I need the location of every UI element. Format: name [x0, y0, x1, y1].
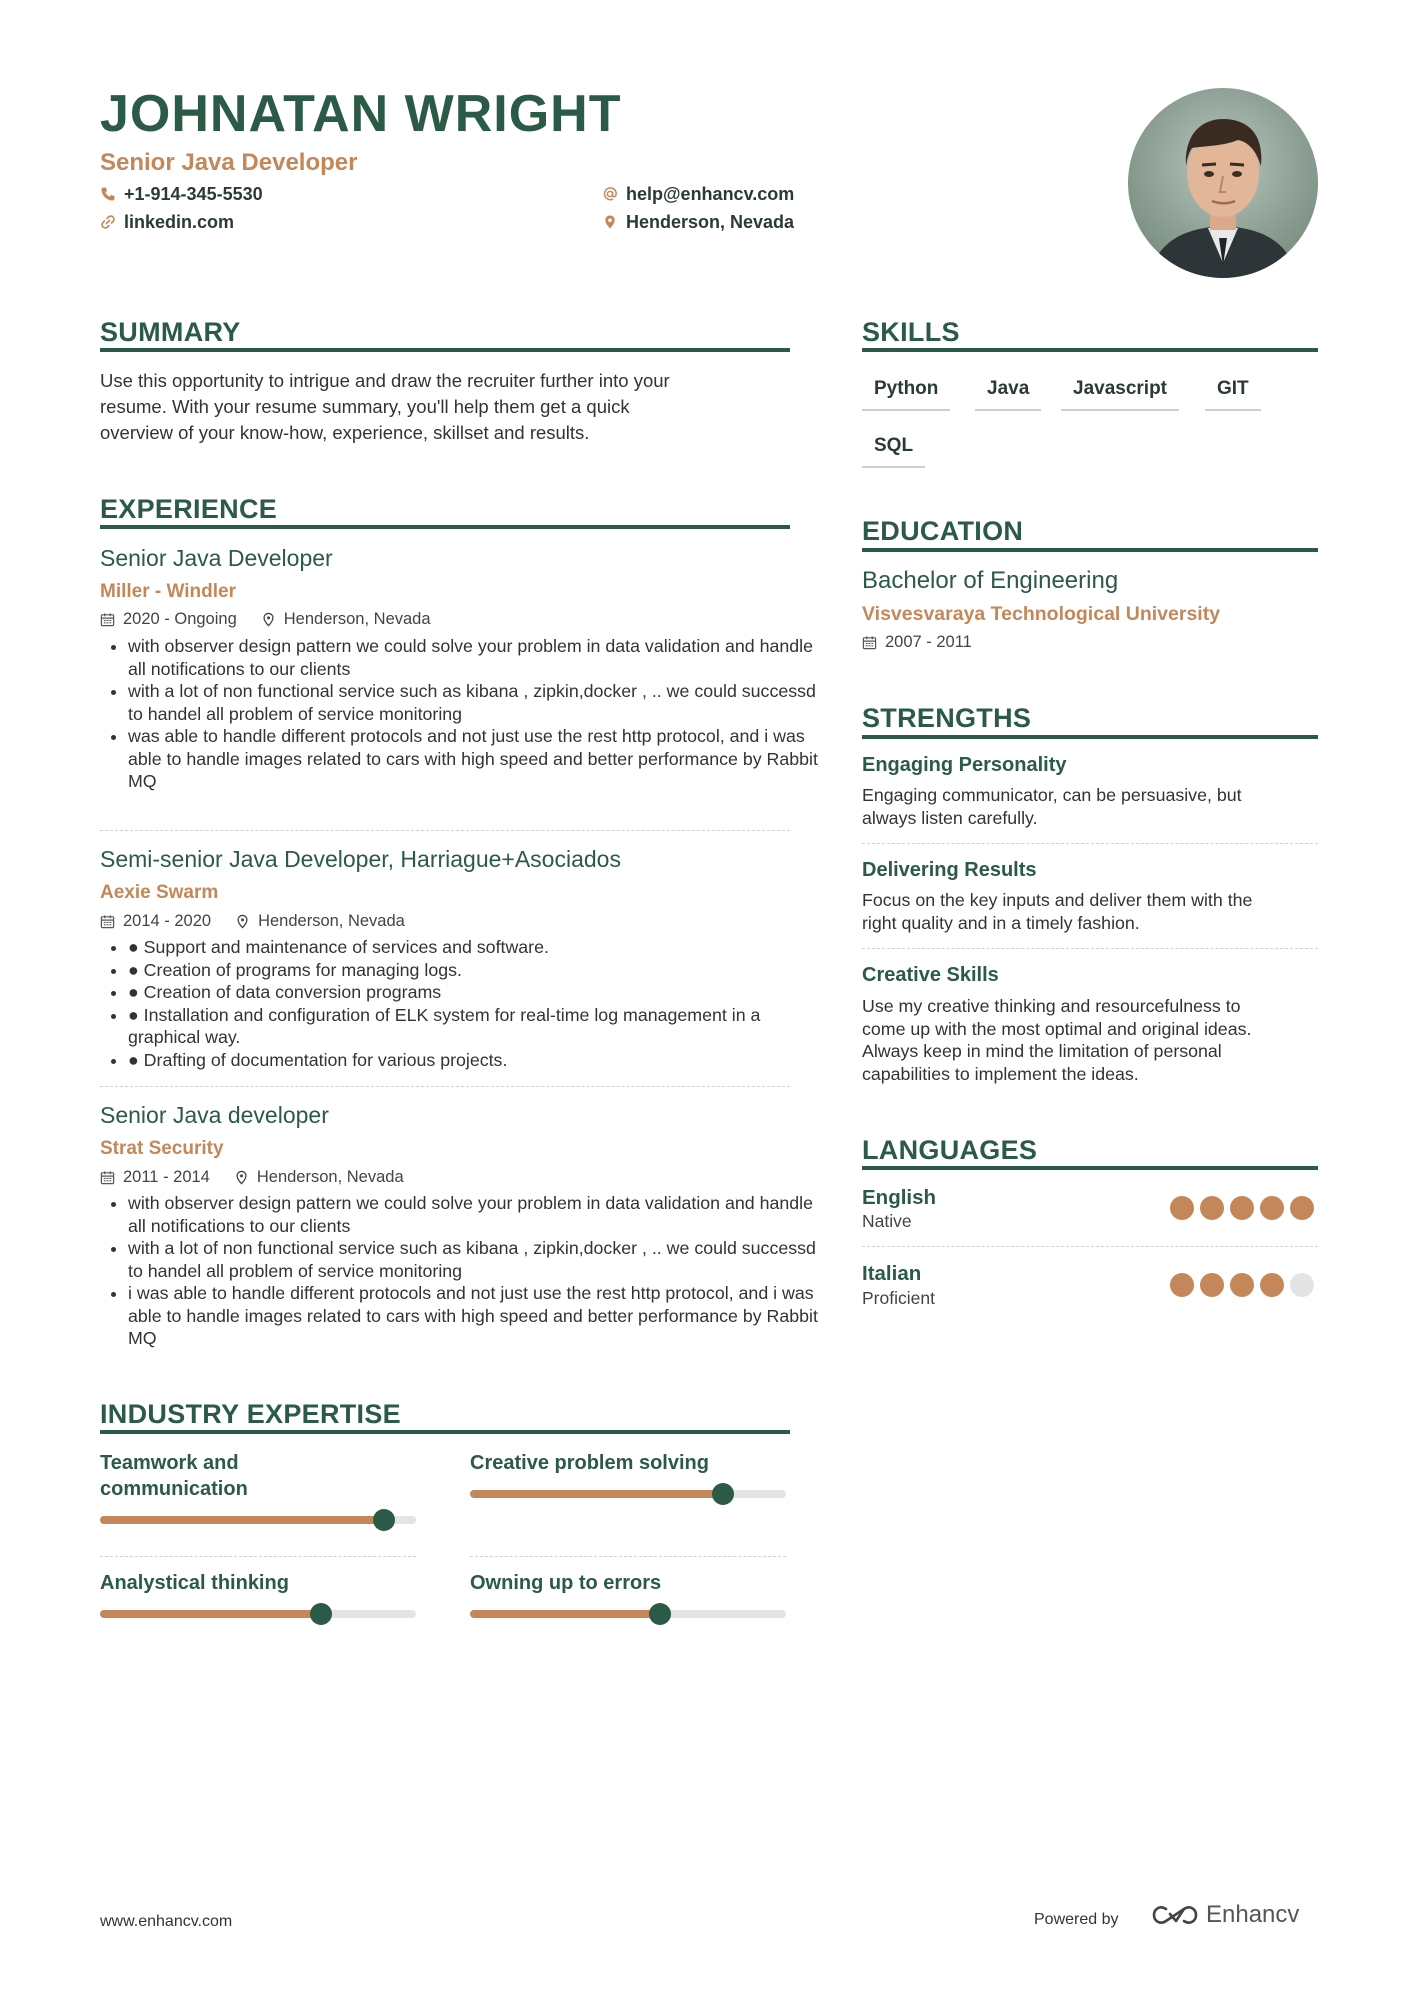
expertise-bar — [100, 1516, 416, 1524]
expertise-bar-knob — [649, 1603, 671, 1625]
expertise-name: Analystical thinking — [100, 1572, 289, 1594]
expertise-bar — [100, 1610, 416, 1618]
expertise-name-line: communication — [100, 1478, 248, 1500]
languages-title: LANGUAGES — [862, 1135, 1038, 1165]
language-dot-filled — [1290, 1196, 1314, 1220]
phone-icon — [100, 186, 116, 202]
language-divider — [862, 1246, 1318, 1247]
strength-line: come up with the most optimal and original ideas. — [862, 1018, 1252, 1039]
linkedin-text: linkedin.com — [124, 212, 235, 232]
strength-title: Delivering Results — [862, 859, 1037, 881]
expertise-name-line: Teamwork and — [100, 1452, 239, 1474]
map-pin-icon — [235, 914, 250, 929]
job-title: Senior Java Developer — [100, 545, 333, 571]
job-meta — [100, 1166, 404, 1188]
experience-title: EXPERIENCE — [100, 494, 278, 524]
strength-line: Focus on the key inputs and deliver them with the — [862, 890, 1253, 910]
skills-rule — [862, 348, 1318, 352]
expertise-bar — [470, 1610, 786, 1618]
language-name: English — [862, 1186, 937, 1209]
job-company: Miller - Windler — [100, 581, 237, 602]
strength-description — [862, 784, 1312, 829]
job-bullets — [100, 635, 818, 793]
education-title: EDUCATION — [862, 516, 1024, 546]
language-dot-filled — [1200, 1196, 1224, 1220]
job-bullets — [100, 936, 818, 1071]
job-title: Senior Java developer — [100, 1102, 329, 1128]
job-divider — [100, 830, 790, 831]
expertise-name — [100, 1450, 248, 1502]
strength-line: Use my creative thinking and resourcefulness to — [862, 996, 1241, 1016]
footer-website[interactable]: www.enhancv.com — [100, 1913, 233, 1930]
job-bullet: • was able to handle different protocols and not just use the rest http protocol, and i was able to handle images related to cars with high speed and better performance by Rabbit MQ — [128, 725, 818, 793]
strength-line: always listen carefully. — [862, 807, 1038, 828]
job-bullet: • with observer design pattern we could solve your problem in data validation and handle all notifications to our clients — [128, 635, 818, 680]
job-bullet: • with a lot of non functional service such as kibana , zipkin,docker , .. we could successd to handel all problem of service monitoring — [128, 680, 818, 725]
map-pin-icon — [602, 214, 618, 230]
skill-tag: SQL — [862, 434, 925, 468]
at-icon — [602, 186, 618, 202]
language-level: Proficient — [862, 1288, 935, 1308]
language-dot-filled — [1170, 1196, 1194, 1220]
strength-divider — [862, 948, 1318, 949]
calendar-icon — [100, 914, 115, 929]
summary-title: SUMMARY — [100, 317, 241, 347]
job-dates: 2014 - 2020 — [123, 912, 212, 930]
calendar-icon — [100, 1170, 115, 1185]
candidate-role: Senior Java Developer — [100, 149, 358, 176]
language-level: Native — [862, 1211, 912, 1231]
candidate-name: JOHNATAN WRIGHT — [100, 85, 622, 143]
expertise-divider — [100, 1556, 416, 1557]
expertise-bar-knob — [373, 1509, 395, 1531]
strengths-rule — [862, 735, 1318, 739]
expertise-bar-fill — [100, 1610, 321, 1618]
location-text: Henderson, Nevada — [626, 212, 795, 232]
job-bullet: • ● Creation of programs for managing logs. — [128, 959, 818, 982]
profile-photo — [1128, 88, 1318, 278]
footer-brand-text: Enhancv — [1206, 1901, 1300, 1928]
email-text: help@enhancv.com — [626, 184, 795, 204]
strength-line: Always keep in mind the limitation of personal — [862, 1041, 1222, 1061]
industry-title: INDUSTRY EXPERTISE — [100, 1399, 401, 1429]
language-dot-filled — [1260, 1196, 1284, 1220]
language-dots — [1170, 1273, 1314, 1297]
industry-rule — [100, 1430, 790, 1434]
language-dot-filled — [1230, 1196, 1254, 1220]
strength-line: Engaging communicator, can be persuasive, but — [862, 785, 1242, 805]
expertise-divider — [470, 1556, 786, 1557]
expertise-bar-fill — [470, 1610, 660, 1618]
skill-tag: Python — [862, 377, 950, 411]
language-dot-filled — [1260, 1273, 1284, 1297]
strength-title: Engaging Personality — [862, 754, 1067, 776]
experience-rule — [100, 525, 790, 529]
strength-description — [862, 995, 1312, 1085]
skills-title: SKILLS — [862, 317, 960, 347]
map-pin-icon — [234, 1170, 249, 1185]
education-dates: 2007 - 2011 — [885, 633, 972, 651]
expertise-name: Creative problem solving — [470, 1452, 709, 1474]
education-school: Visvesvaraya Technological University — [862, 603, 1221, 625]
job-company: Strat Security — [100, 1138, 224, 1159]
job-bullet: • ● Support and maintenance of services and software. — [128, 936, 818, 959]
language-dot-filled — [1200, 1273, 1224, 1297]
job-meta — [100, 608, 431, 630]
language-dot-filled — [1230, 1273, 1254, 1297]
skill-tag: GIT — [1205, 377, 1261, 411]
job-bullet: • with observer design pattern we could solve your problem in data validation and handle all notifications to our clients — [128, 1192, 818, 1237]
contact-phone[interactable] — [100, 182, 263, 206]
job-meta — [100, 910, 405, 932]
calendar-icon — [100, 612, 115, 627]
education-rule — [862, 548, 1318, 552]
strength-description — [862, 889, 1312, 934]
strength-title: Creative Skills — [862, 964, 999, 986]
expertise-bar-fill — [470, 1490, 723, 1498]
education-meta — [862, 631, 972, 653]
education-degree: Bachelor of Engineering — [862, 567, 1119, 594]
expertise-bar-knob — [712, 1483, 734, 1505]
job-dates: 2011 - 2014 — [123, 1168, 210, 1186]
contact-linkedin[interactable] — [100, 210, 234, 234]
language-dot-filled — [1170, 1273, 1194, 1297]
language-dots — [1170, 1196, 1314, 1220]
job-bullet: • i was able to handle different protocols and not just use the rest http protocol, and i was able to handle images related to cars with high speed and better performance by Rabbit MQ — [128, 1282, 818, 1350]
expertise-bar-fill — [100, 1516, 384, 1524]
job-bullets — [100, 1192, 818, 1350]
expertise-bar-knob — [310, 1603, 332, 1625]
languages-rule — [862, 1166, 1318, 1170]
summary-line: Use this opportunity to intrigue and draw the recruiter further into your — [100, 370, 670, 391]
job-divider — [100, 1086, 790, 1087]
job-location: Henderson, Nevada — [283, 610, 431, 628]
link-icon — [100, 214, 116, 230]
footer-brand[interactable] — [1152, 1900, 1299, 1930]
job-bullet: • with a lot of non functional service such as kibana , zipkin,docker , .. we could successd to handel all problem of service monitoring — [128, 1237, 818, 1282]
summary-text — [100, 368, 800, 446]
language-name: Italian — [862, 1262, 922, 1285]
calendar-icon — [862, 635, 877, 650]
enhancv-logo-icon — [1152, 1903, 1198, 1927]
summary-line: resume. With your resume summary, you'll help them get a quick — [100, 396, 630, 417]
job-location: Henderson, Nevada — [258, 912, 405, 930]
expertise-bar — [470, 1490, 786, 1498]
footer-powered-by: Powered by — [1034, 1911, 1119, 1928]
strength-line: capabilities to implement the ideas. — [862, 1063, 1139, 1084]
strength-divider — [862, 843, 1318, 844]
skill-tag: Javascript — [1061, 377, 1179, 411]
summary-line: overview of your know-how, experience, skillset and results. — [100, 422, 590, 443]
map-pin-icon — [261, 612, 276, 627]
skill-tag: Java — [975, 377, 1041, 411]
summary-rule — [100, 348, 790, 352]
job-dates: 2020 - Ongoing — [123, 610, 237, 628]
strength-line: right quality and in a timely fashion. — [862, 912, 1140, 933]
contact-location — [602, 210, 794, 234]
strengths-title: STRENGTHS — [862, 703, 1032, 733]
contact-email[interactable] — [602, 182, 794, 206]
job-location: Henderson, Nevada — [256, 1168, 404, 1186]
phone-text: +1-914-345-5530 — [124, 184, 263, 204]
expertise-name: Owning up to errors — [470, 1572, 662, 1594]
job-title: Semi-senior Java Developer, Harriague+Asociados — [100, 846, 621, 872]
job-bullet: • ● Creation of data conversion programs — [128, 981, 818, 1004]
language-dot-empty — [1290, 1273, 1314, 1297]
job-bullet: • ● Drafting of documentation for various projects. — [128, 1049, 818, 1072]
job-company: Aexie Swarm — [100, 882, 219, 903]
job-bullet: • ● Installation and configuration of ELK system for real-time log management in a graphical way. — [128, 1004, 818, 1049]
